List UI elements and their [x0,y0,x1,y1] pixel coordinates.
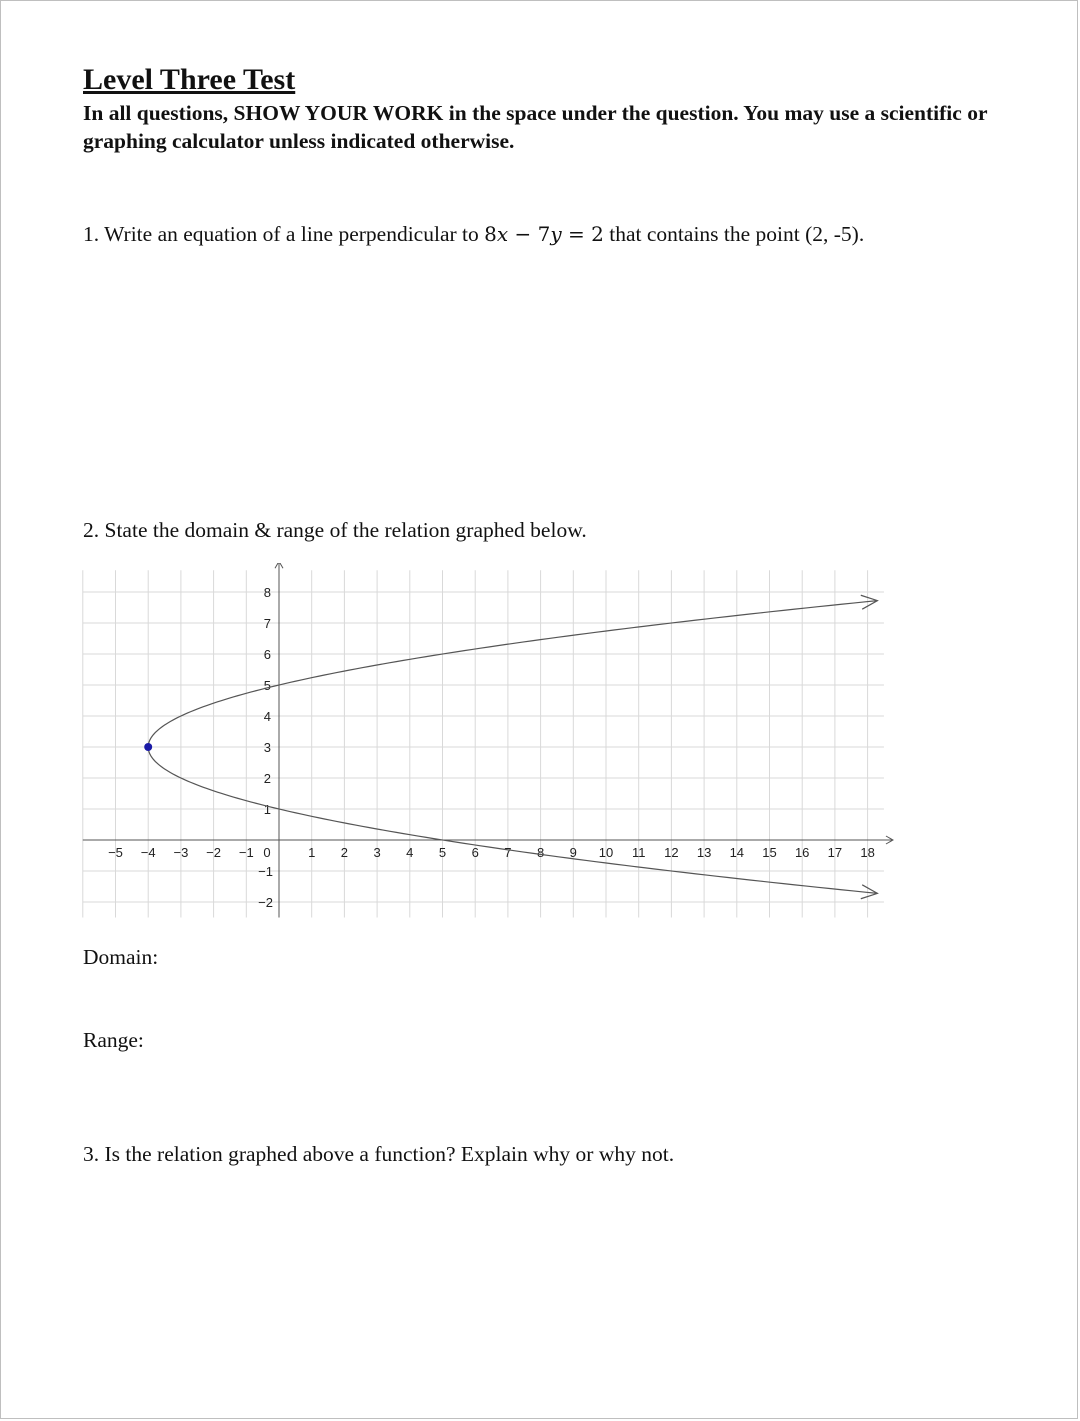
instructions-text: In all questions, SHOW YOUR WORK in the space under the question. You may use a scientific or graphing calculator unless indicated otherwise. [83,101,988,153]
parabola-graph [81,563,901,923]
y-tick-label: 6 [263,647,271,662]
question-2: 2. State the domain & range of the relation graphed below. [83,518,587,542]
x-tick-label: 8 [536,845,545,860]
x-tick-label: 11 [631,845,646,860]
question-1-prefix: 1. Write an equation of a line perpendicular to [83,222,485,246]
page-title: Level Three Test [83,63,296,96]
x-tick-label: 7 [504,845,512,860]
x-tick-label: −5 [108,845,123,860]
x-tick-label: −2 [206,845,222,860]
y-tick-label: −1 [258,864,273,879]
eq-coef-b: 7 [537,222,551,246]
question-1-suffix: that contains the point (2, -5). [603,222,865,246]
eq-var-y: y [550,222,562,246]
grid-vertical-lines [83,570,868,917]
eq-minus: − [508,222,538,246]
x-tick-label: −3 [173,845,189,860]
x-tick-label: 5 [438,845,447,860]
y-tick-label: 8 [263,585,271,600]
y-tick-label: −2 [258,895,273,910]
x-tick-label: 1 [308,845,316,860]
eq-var-x: x [496,222,509,246]
vertex-point [144,743,152,751]
x-tick-label: 10 [598,845,614,860]
y-tick-label: 1 [263,802,271,817]
eq-const-c: 2 [591,222,604,246]
x-tick-label: 13 [696,845,712,860]
x-tick-label: 0 [263,845,271,860]
range-label: Range: [83,1028,144,1052]
question-1-equation [484,222,604,246]
y-tick-label: 4 [263,709,271,724]
eq-coef-a: 8 [484,222,497,246]
y-tick-label: 2 [263,771,271,786]
x-tick-label: 6 [471,845,479,860]
question-1 [83,220,923,249]
x-tick-label: 12 [664,845,679,860]
x-tick-label: 18 [860,845,875,860]
axes [83,563,893,918]
y-tick-label: 5 [263,678,271,693]
domain-label: Domain: [83,945,159,969]
x-tick-label: −4 [140,845,156,860]
x-tick-label: 2 [340,845,349,860]
x-tick-label: 14 [729,845,745,860]
y-tick-label: 3 [263,740,271,755]
eq-equals: = [561,222,592,246]
x-tick-label: 4 [406,845,414,860]
x-tick-label: 9 [569,845,577,860]
x-tick-label: 17 [827,845,843,860]
x-tick-label: 15 [762,845,777,860]
question-3: 3. Is the relation graphed above a function? Explain why or why not. [83,1142,675,1166]
x-tick-label: 16 [794,845,810,860]
x-tick-label: −1 [238,845,254,860]
y-tick-label: 7 [263,616,271,631]
x-tick-label: 3 [373,845,381,860]
